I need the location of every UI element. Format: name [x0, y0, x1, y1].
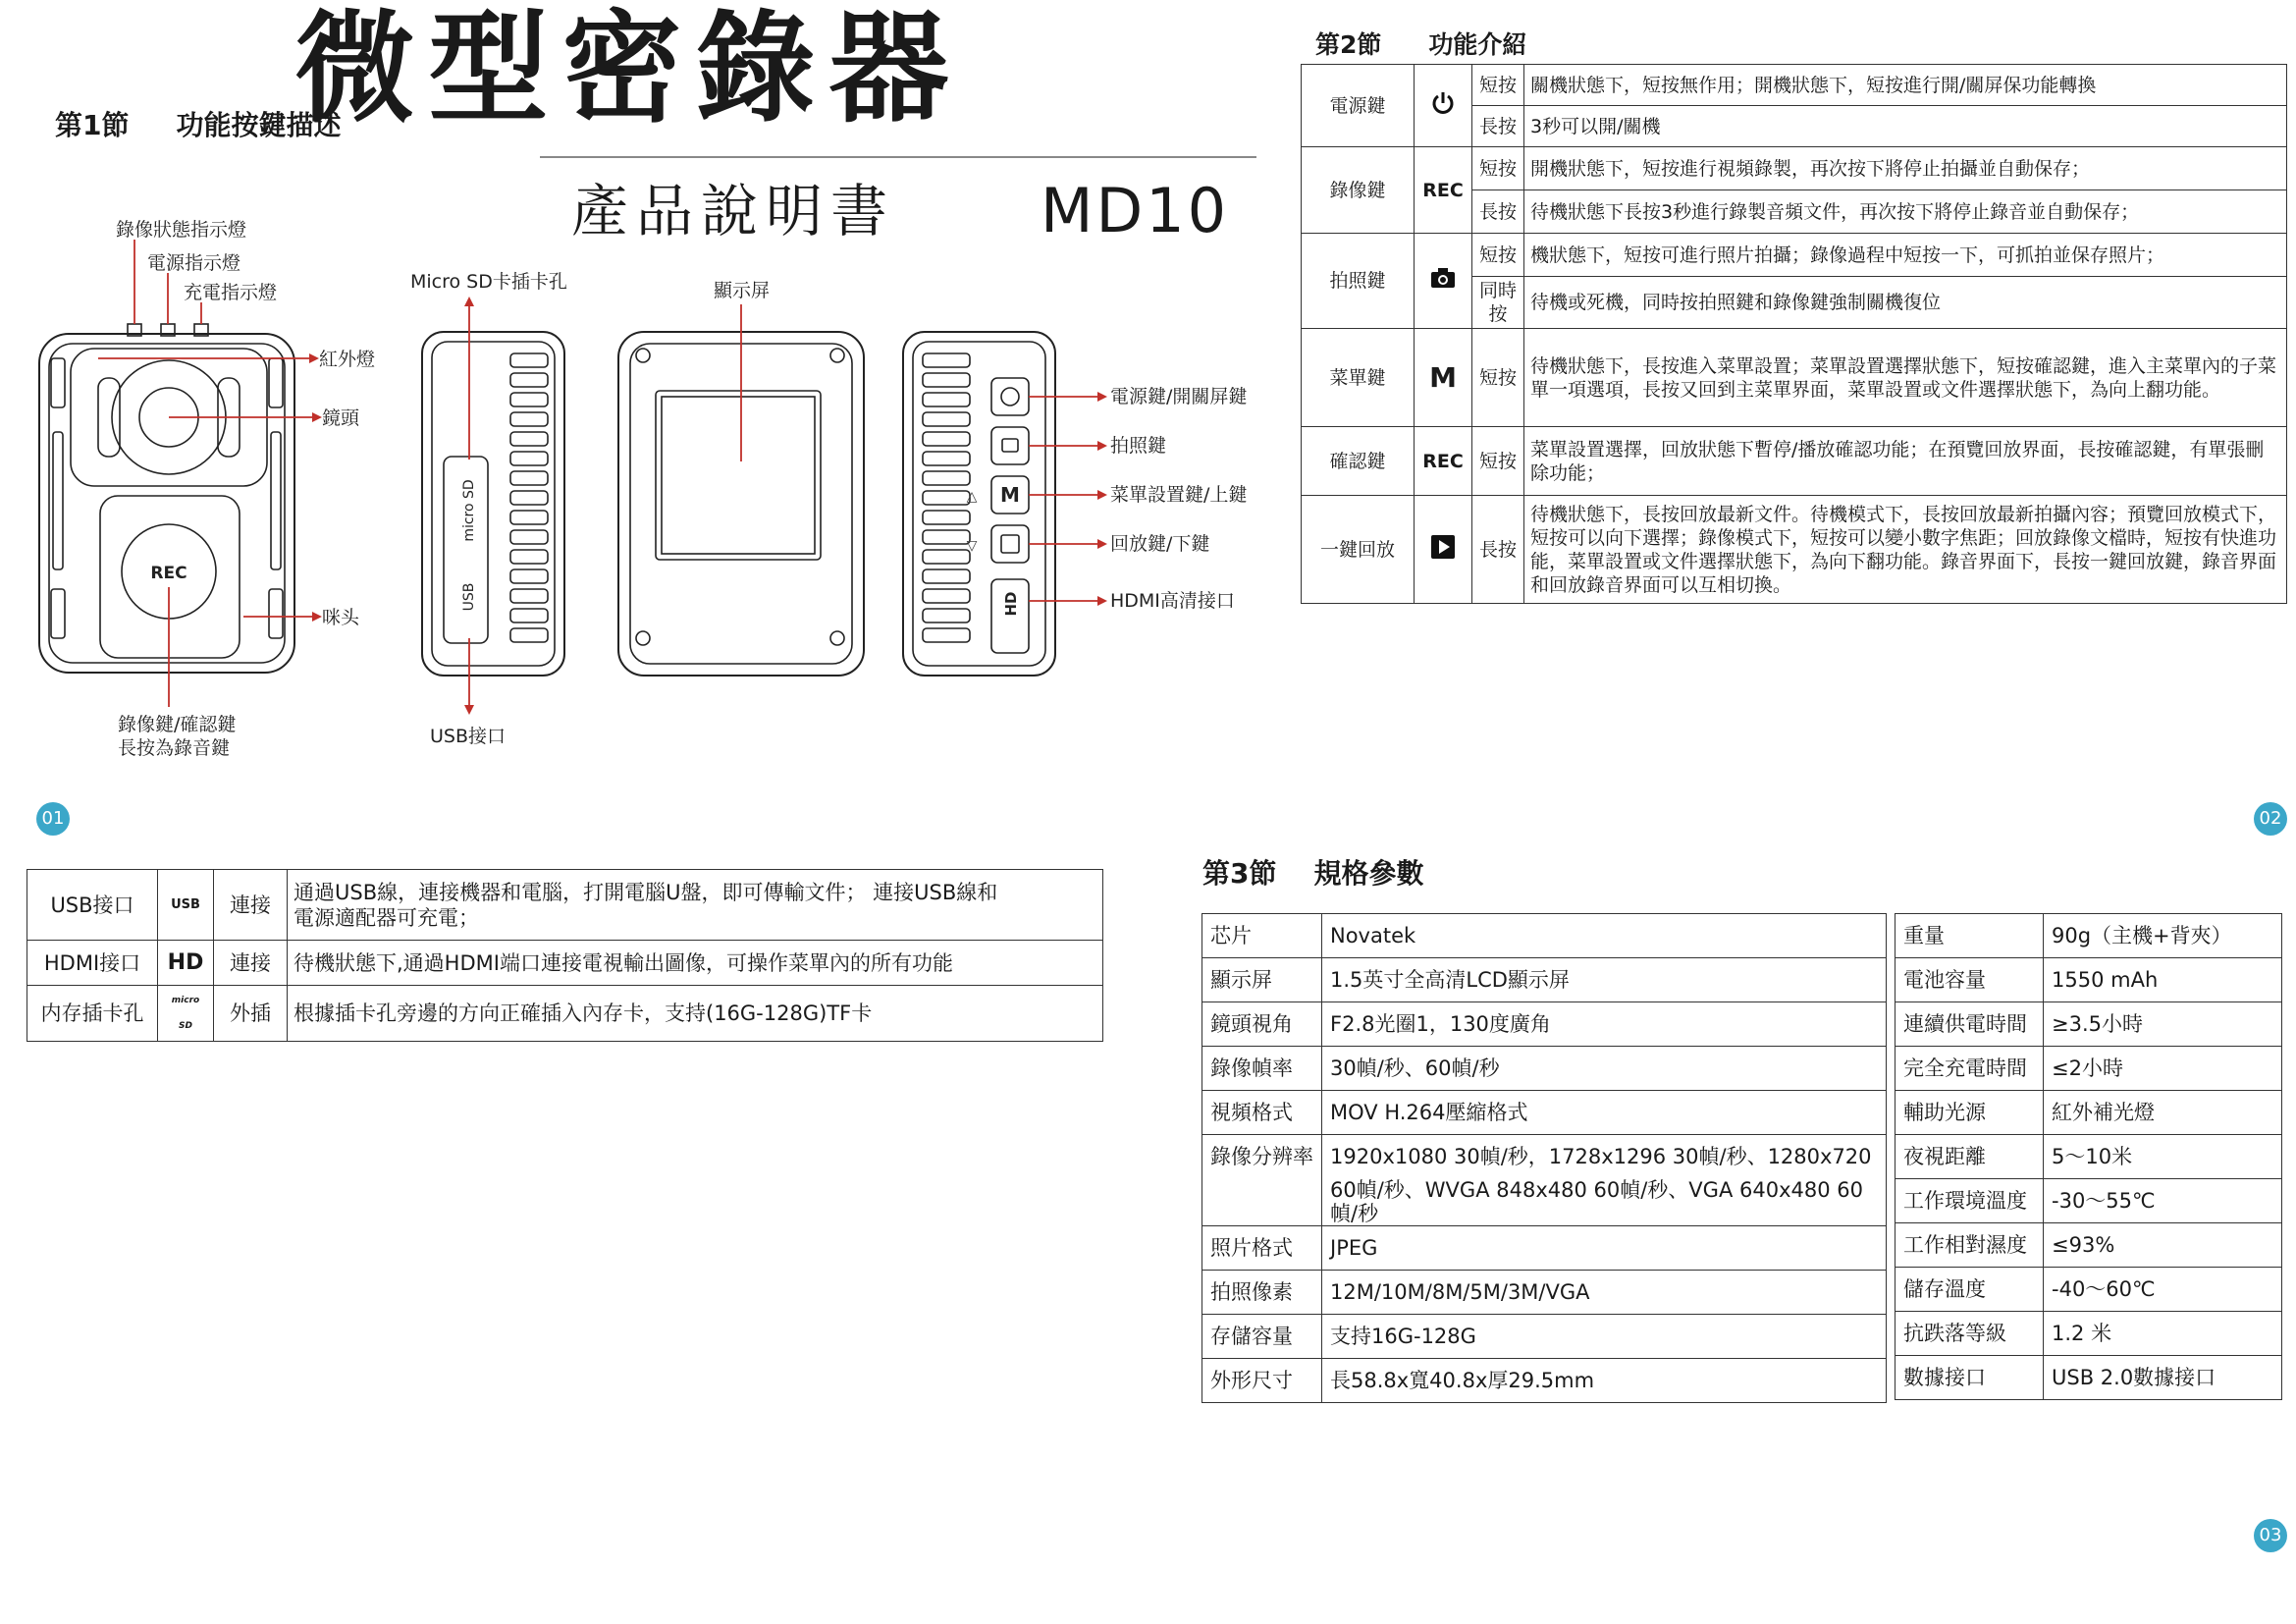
- function-mode: 短按: [1472, 65, 1524, 106]
- function-mode: 長按: [1472, 106, 1524, 147]
- function-desc: 關機狀態下，短按無作用；開機狀態下，短按進行開/關屏保功能轉換: [1524, 65, 2287, 106]
- connector-name: HDMI接口: [27, 941, 158, 986]
- spec-key: 重量: [1896, 914, 2044, 958]
- function-desc: 開機狀態下，短按進行視頻錄製，再次按下將停止拍攝並自動保存；: [1524, 147, 2287, 190]
- function-mode: 長按: [1472, 496, 1524, 604]
- connector-desc: 根據插卡孔旁邊的方向正確插入內存卡，支持(16G-128G)TF卡: [288, 986, 1103, 1042]
- spec-row: [1896, 914, 2282, 958]
- table-row: [1302, 234, 2287, 277]
- spec-value: ≤2小時: [2044, 1047, 2282, 1091]
- label-playback-key: 回放鍵/下鍵: [1110, 533, 1210, 555]
- label-usb-port: USB接口: [430, 726, 507, 747]
- front-view: [39, 324, 294, 673]
- section3-num: 第3節: [1202, 857, 1277, 890]
- spec-table-right: [1895, 913, 2282, 1400]
- label-menu-key: 菜單設置鍵/上鍵: [1110, 484, 1248, 506]
- function-desc: 機狀態下，短按可進行照片拍攝；錄像過程中短按一下，可抓拍並保存照片；: [1524, 234, 2287, 277]
- spec-value: -40～60℃: [2044, 1268, 2282, 1312]
- spec-row: [1896, 1223, 2282, 1268]
- connector-desc: [288, 870, 1103, 941]
- spec-key: 連續供電時間: [1896, 1002, 2044, 1047]
- function-desc: 3秒可以開/關機: [1524, 106, 2287, 147]
- function-mode: 短按: [1472, 147, 1524, 190]
- label-power-led: 電源指示燈: [147, 252, 241, 274]
- spec-key: 拍照像素: [1202, 1271, 1322, 1315]
- camera-icon: [1415, 234, 1472, 329]
- spec-value: 長58.8x寬40.8x厚29.5mm: [1322, 1359, 1887, 1403]
- function-mode: 短按: [1472, 329, 1524, 427]
- spec-value: MOV H.264壓縮格式: [1322, 1091, 1887, 1135]
- spec-row: [1896, 1356, 2282, 1400]
- usb-icon: USB: [158, 870, 214, 941]
- spec-value: 紅外補光燈: [2044, 1091, 2282, 1135]
- subtitle: 產品說明書: [571, 178, 896, 244]
- function-key: 電源鍵: [1302, 65, 1415, 147]
- table-row: [1302, 65, 2287, 106]
- function-desc: 待機或死機，同時按拍照鍵和錄像鍵強制關機復位: [1524, 277, 2287, 329]
- spec-value: 30幀/秒、60幀/秒: [1322, 1047, 1887, 1091]
- spec-key: [1202, 1178, 1322, 1226]
- menu-key-text: M: [1000, 483, 1020, 507]
- spec-key: 工作環境溫度: [1896, 1179, 2044, 1223]
- spec-row: [1202, 1315, 1887, 1359]
- spec-value: 支持16G-128G: [1322, 1315, 1887, 1359]
- spec-row: [1202, 914, 1887, 958]
- table-row: [27, 986, 1103, 1042]
- spec-value: JPEG: [1322, 1226, 1887, 1271]
- spec-key: 夜視距離: [1896, 1135, 2044, 1179]
- label-microsd-slot: Micro SD卡插卡孔: [410, 271, 567, 293]
- label-charge-led: 充電指示燈: [184, 282, 278, 303]
- function-desc: 菜單設置選擇，回放狀態下暫停/播放確認功能；在預覽回放界面，長按確認鍵，有單張刪除功能；: [1524, 427, 2287, 496]
- label-power-key: 電源鍵/開關屏鍵: [1110, 386, 1248, 407]
- function-key: 一鍵回放: [1302, 496, 1415, 604]
- function-key: 錄像鍵: [1302, 147, 1415, 234]
- function-key: 確認鍵: [1302, 427, 1415, 496]
- function-mode: 短按: [1472, 427, 1524, 496]
- spec-key: 視頻格式: [1202, 1091, 1322, 1135]
- spec-row: [1202, 1091, 1887, 1135]
- section3-heading: [1202, 856, 1424, 892]
- table-row: [1302, 496, 2287, 604]
- label-rec-status-led: 錄像狀態指示燈: [116, 219, 247, 241]
- section2-title: 功能介紹: [1428, 30, 1527, 59]
- spec-row: [1896, 1179, 2282, 1223]
- rec-icon: REC: [1415, 427, 1472, 496]
- spec-key: 抗跌落等級: [1896, 1312, 2044, 1356]
- spec-value: 12M/10M/8M/5M/3M/VGA: [1322, 1271, 1887, 1315]
- microsd-slot-text: micro SD: [461, 479, 477, 542]
- spec-value: -30～55℃: [2044, 1179, 2282, 1223]
- play-icon: [1415, 496, 1472, 604]
- connector-desc-line1: 通過USB線，連接機器和電腦，打開電腦U盤，即可傳輸文件； 連接USB線和: [294, 880, 998, 904]
- side-view-right: [903, 332, 1055, 676]
- spec-row: [1202, 1178, 1887, 1226]
- spec-row: [1202, 1047, 1887, 1091]
- spec-value: ≥3.5小時: [2044, 1002, 2282, 1047]
- section3-title: 規格參數: [1313, 857, 1424, 890]
- spec-value: 1920x1080 30幀/秒，1728x1296 30幀/秒、1280x720: [1322, 1135, 1887, 1179]
- spec-key: 錄像幀率: [1202, 1047, 1322, 1091]
- spec-row: [1896, 1268, 2282, 1312]
- spec-row: [1896, 1312, 2282, 1356]
- spec-value: 1550 mAh: [2044, 958, 2282, 1002]
- connector-name: USB接口: [27, 870, 158, 941]
- spec-key: 照片格式: [1202, 1226, 1322, 1271]
- svg-text:▽: ▽: [966, 538, 978, 554]
- label-rec-key-2: 長按為錄音鍵: [118, 737, 231, 759]
- spec-row: [1896, 1091, 2282, 1135]
- spec-key: 鏡頭視角: [1202, 1002, 1322, 1047]
- spec-key: 錄像分辨率: [1202, 1135, 1322, 1179]
- connector-desc-line2: 電源適配器可充電；: [294, 905, 479, 930]
- spec-key: 數據接口: [1896, 1356, 2044, 1400]
- spec-value: 1.2 米: [2044, 1312, 2282, 1356]
- rec-button-text: REC: [150, 564, 187, 583]
- label-mic: 咪头: [322, 607, 360, 628]
- connector-name: 内存插卡孔: [27, 986, 158, 1042]
- connector-mode: 外插: [214, 986, 288, 1042]
- function-mode: 同時按: [1472, 277, 1524, 329]
- function-mode: 長按: [1472, 190, 1524, 234]
- spec-key: 芯片: [1202, 914, 1322, 958]
- label-lens: 鏡頭: [322, 407, 360, 429]
- table-row: [27, 941, 1103, 986]
- label-hdmi-port: HDMI高清接口: [1110, 590, 1235, 612]
- label-photo-key: 拍照鍵: [1110, 435, 1167, 457]
- microsd-icon: micro SD: [158, 986, 214, 1042]
- connector-mode: 連接: [214, 870, 288, 941]
- function-desc: 待機狀態下，長按回放最新文件。待機模式下，長按回放最新拍攝內容；預覽回放模式下，短按可以向下選擇；錄像模式下，短按可以變小數字焦距；回放錄像文檔時，短按有快進功能，菜單設置或文件選擇狀態下，為向下翻功能。錄音界面下，長按一鍵回放鍵，錄音界面和回放錄音界面可以互相切換。: [1524, 496, 2287, 604]
- table-row: [1302, 427, 2287, 496]
- spec-table-left: [1201, 913, 1887, 1403]
- model-number: MD10: [1041, 175, 1230, 246]
- function-table: [1301, 64, 2287, 604]
- page-number-1: 01: [36, 802, 70, 836]
- spec-row: [1896, 1047, 2282, 1091]
- table-row: [27, 870, 1103, 941]
- spec-key: 工作相對濕度: [1896, 1223, 2044, 1268]
- main-title: 微型密錄器: [294, 0, 963, 138]
- label-ir-led: 紅外燈: [319, 349, 376, 370]
- spec-value: Novatek: [1322, 914, 1887, 958]
- spec-row: [1202, 958, 1887, 1002]
- spec-key: 顯示屏: [1202, 958, 1322, 1002]
- connector-desc: 待機狀態下,通過HDMI端口連接電視輸出圖像，可操作菜單內的所有功能: [288, 941, 1103, 986]
- menu-m-icon: M: [1415, 329, 1472, 427]
- spec-value: USB 2.0數據接口: [2044, 1356, 2282, 1400]
- connector-mode: 連接: [214, 941, 288, 986]
- connector-table: [27, 869, 1103, 1042]
- device-diagram: [0, 0, 1266, 766]
- function-mode: 短按: [1472, 234, 1524, 277]
- spec-row: [1202, 1226, 1887, 1271]
- table-row: [1302, 147, 2287, 190]
- spec-row: [1202, 1271, 1887, 1315]
- rec-icon: REC: [1415, 147, 1472, 234]
- usb-port-text: USB: [461, 582, 477, 612]
- spec-row: [1896, 958, 2282, 1002]
- spec-value: 5～10米: [2044, 1135, 2282, 1179]
- spec-row: [1896, 1002, 2282, 1047]
- spec-value: 1.5英寸全高清LCD顯示屏: [1322, 958, 1887, 1002]
- spec-row: [1202, 1135, 1887, 1179]
- spec-key: 輔助光源: [1896, 1091, 2044, 1135]
- hd-icon: HD: [158, 941, 214, 986]
- spec-row: [1202, 1359, 1887, 1403]
- section1-num: 第1節: [55, 109, 130, 141]
- function-key: 菜單鍵: [1302, 329, 1415, 427]
- side-view-left: [422, 332, 564, 676]
- page-number-2: 02: [2254, 802, 2287, 836]
- spec-value: F2.8光圈1，130度廣角: [1322, 1002, 1887, 1047]
- spec-key: 外形尺寸: [1202, 1359, 1322, 1403]
- function-key: 拍照鍵: [1302, 234, 1415, 329]
- label-rec-key-1: 錄像鍵/確認鍵: [118, 714, 237, 735]
- spec-row: [1896, 1135, 2282, 1179]
- spec-key: 存儲容量: [1202, 1315, 1322, 1359]
- table-row: [1302, 329, 2287, 427]
- spec-value: 60幀/秒、WVGA 848x480 60幀/秒、VGA 640x480 60幀/秒: [1322, 1178, 1887, 1226]
- spec-value: 90g（主機+背夾）: [2044, 914, 2282, 958]
- power-icon: [1415, 65, 1472, 147]
- hd-port-text: HD: [1002, 591, 1020, 617]
- spec-key: 儲存溫度: [1896, 1268, 2044, 1312]
- section2-heading: [1315, 27, 1526, 63]
- function-desc: 待機狀態下，長按進入菜單設置；菜單設置選擇狀態下，短按確認鍵，進入主菜單內的子菜單一項選項，長按又回到主菜單界面，菜單設置或文件選擇狀態下，為向上翻功能。: [1524, 329, 2287, 427]
- spec-key: 完全充電時間: [1896, 1047, 2044, 1091]
- spec-row: [1202, 1002, 1887, 1047]
- section2-num: 第2節: [1315, 30, 1382, 59]
- page-number-3: 03: [2254, 1519, 2287, 1552]
- spec-value: ≤93%: [2044, 1223, 2282, 1268]
- function-desc: 待機狀態下長按3秒進行錄製音頻文件，再次按下將停止錄音並自動保存；: [1524, 190, 2287, 234]
- label-display: 顯示屏: [714, 280, 771, 301]
- spec-key: 電池容量: [1896, 958, 2044, 1002]
- section1-title: 功能按鍵描述: [176, 109, 342, 141]
- svg-text:△: △: [966, 489, 978, 505]
